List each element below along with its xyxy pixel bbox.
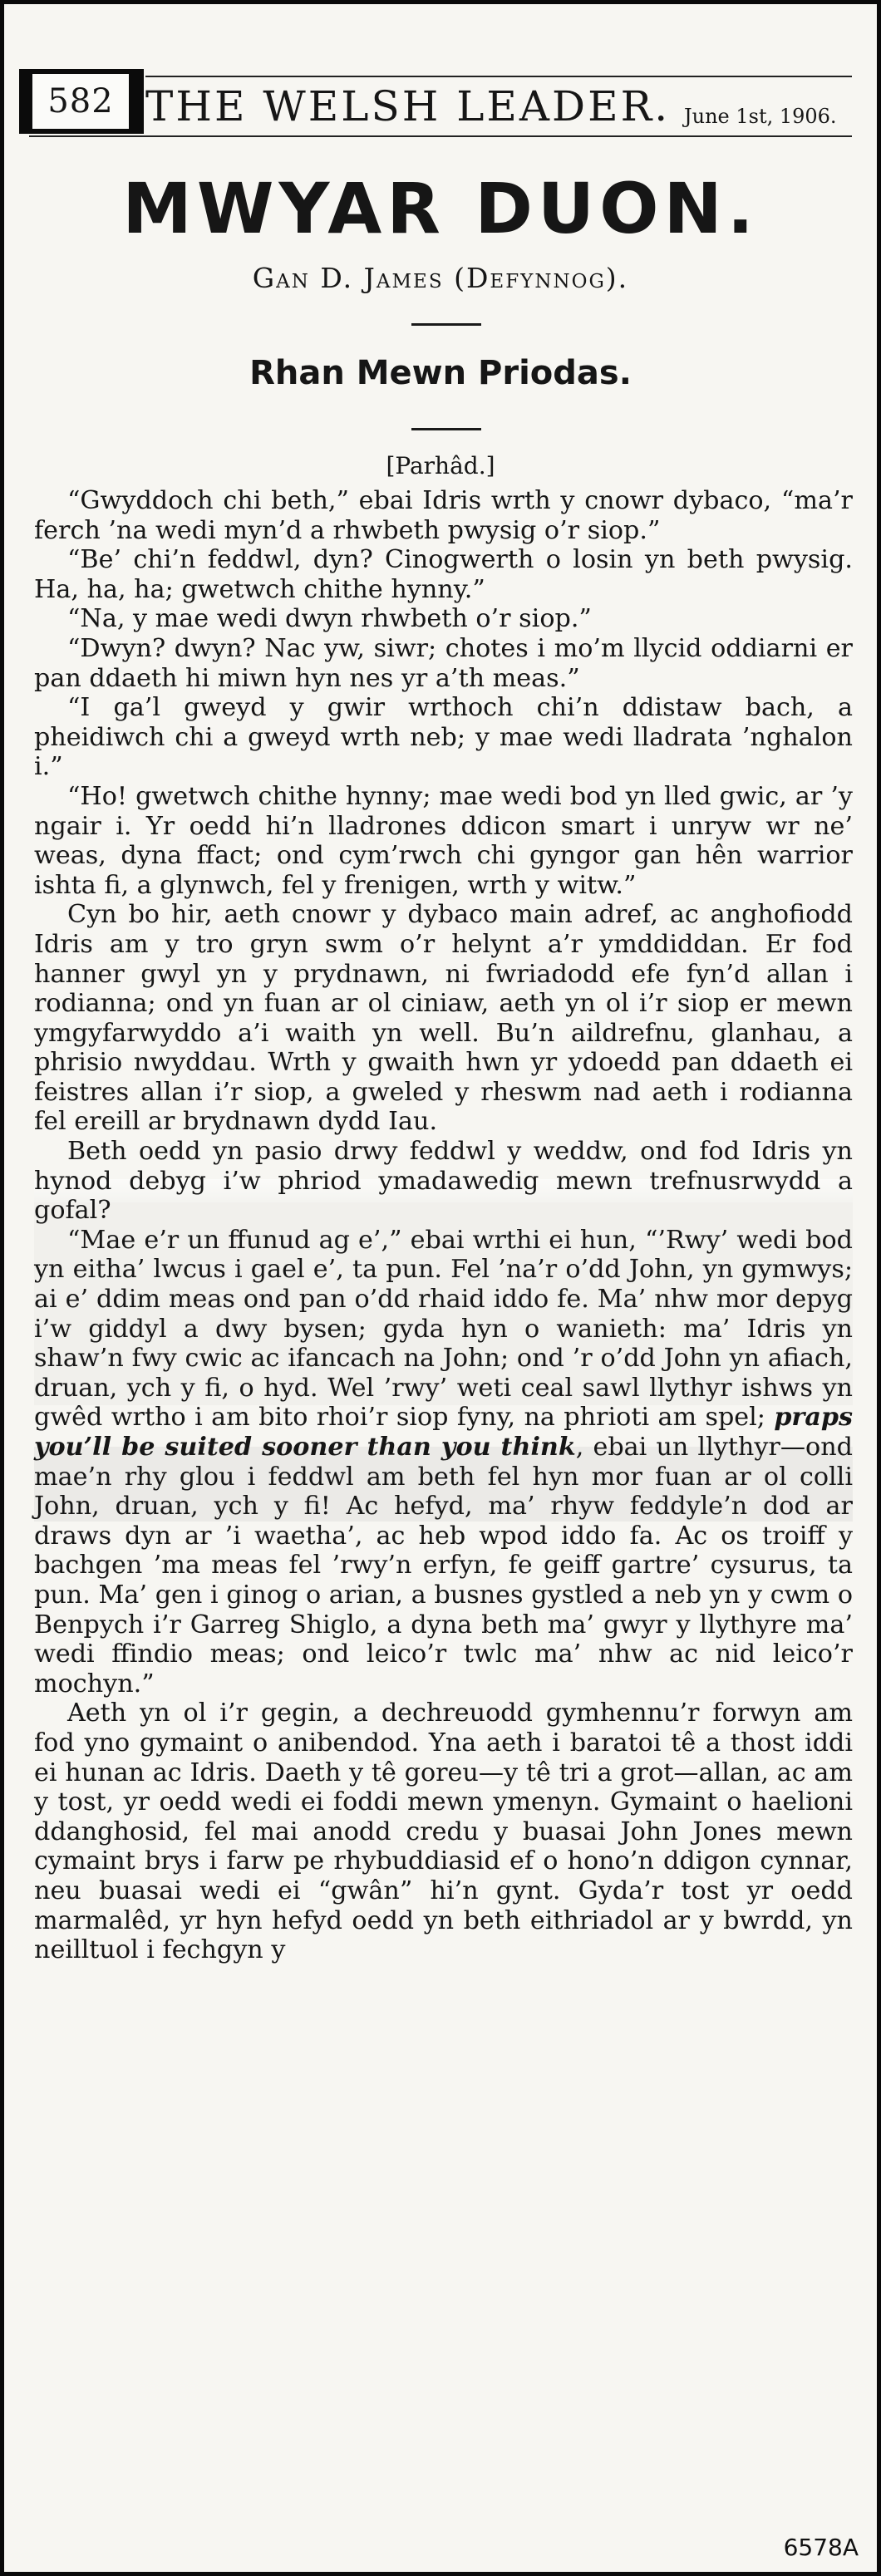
author-byline: Gan D. James (Defynnog). <box>252 262 629 294</box>
article-paragraph: “Be’ chi’n feddwl, dyn? Cinogwerth o losin yn beth pwysig. Ha, ha, ha; gwetwch chithe hynny.” <box>34 545 853 604</box>
article-paragraph: Beth oedd yn pasio drwy feddwl y weddw, ond fod Idris yn hynod debyg i’w phriod ymadawedig mewn trefnusrwydd a gofal? <box>34 1137 853 1226</box>
article-body <box>34 486 853 1965</box>
article-paragraph: “Mae e’r un ffunud ag e’,” ebai wrthi ei hun, “’Rwy’ wedi bod yn eitha’ lwcus i gael e’, ta pun. Fel ’na’r o’dd John, yn gymwys; ai e’ ddim meas ond pan o’dd rhaid iddo fe. Ma’ nhw mor depyg i’w giddyl a dwy bysen; gyda hyn o wanieth: ma’ Idris yn shaw’n fwy cwic ac ifancach na John; ond ’r o’dd John yn afiach, druan, ych y fi, o hyd. Wel ’rwy’ weti ceal sawl llythyr ishws yn gwêd wrtho i am bito rhoi’r siop fyny, na phrioti am spel; praps you’ll be suited sooner than you think, ebai un llythyr—ond mae’n rhy glou i feddwl am beth fel hyn mor fuan ar ol colli John, druan, ych y fi! Ac hefyd, ma’ rhyw feddyle’n dod ar draws dyn ar ’i waetha’, ac heb wpod iddo fa. Ac os troiff y bachgen ’ma meas fel ’rwy’n erfyn, fe geiff gartre’ cysurus, ta pun. Ma’ gen i ginog o arian, a busnes gystled a neb yn y cwm o Benpych i’r Garreg Shiglo, a dyna beth ma’ gwyr y llythyre ma’ wedi ffindio meas; ond leico’r twlc ma’ nhw ac nid leico’r mochyn.” <box>34 1225 853 1698</box>
issue-date: June 1st, 1906. <box>684 105 837 128</box>
article-paragraph: Aeth yn ol i’r gegin, a dechreuodd gymhennu’r forwyn am fod yno gymaint o anibendod. Yna aeth i baratoi tê a thost iddi ei hunan ac Idris. Daeth y tê goreu—y tê tri a grot—allan, ac am y tost, yr oedd wedi ei foddi mewn ymenyn. Gymaint o haelioni ddanghosid, fel mai anodd credu y buasai John Jones mewn cymaint brys i farw pe rhybuddiasid ef o hono’n ddigon cynnar, neu buasai wedi ei “gwân” hi’n gynt. Gyda’r tost yr oedd marmalêd, yr hyn hefyd oedd yn beth eithriadol ar y bwrdd, yn neilltuol i fechgyn y <box>34 1698 853 1965</box>
continued-label: [Parhâd.] <box>386 452 495 479</box>
story-title: MWYAR DUON. <box>122 168 759 249</box>
newspaper-title: THE WELSH LEADER. <box>145 82 671 130</box>
article-paragraph: “Ho! gwetwch chithe hynny; mae wedi bod yn lled gwic, ar ’y ngair i. Yr oedd hi’n lladrones ddicon smart i unryw wr ne’ weas, dyna ffact; ond cym’rwch chi gyngor gan hên warrior ishta fi, a glynwch, fel y frenigen, wrth y witw.” <box>34 781 853 900</box>
catalog-number: 6578A <box>783 2534 859 2561</box>
italic-quote: praps you’ll be suited sooner than you think <box>34 1403 853 1462</box>
article-paragraph: “Dwyn? dwyn? Nac yw, siwr; chotes i mo’m llycid oddiarni er pan ddaeth hi miwn hyn nes yr a’th meas.” <box>34 633 853 693</box>
top-margin <box>4 4 877 54</box>
article-paragraph: “I ga’l gweyd y gwir wrthoch chi’n ddistaw bach, a pheidiwch chi a gweyd wrth neb; y mae wedi lladrata ’nghalon i.” <box>34 693 853 782</box>
masthead-bottom-rule <box>29 135 852 137</box>
chapter-heading: Rhan Mewn Priodas. <box>249 354 632 392</box>
divider-rule <box>411 428 481 430</box>
article-paragraph: “Gwyddoch chi beth,” ebai Idris wrth y cnowr dybaco, “ma’r ferch ’na wedi myn’d a rhwbeth pwysig o’r siop.” <box>34 486 853 545</box>
page-number: 582 <box>32 74 129 129</box>
article-paragraph: “Na, y mae wedi dwyn rhwbeth o’r siop.” <box>67 604 592 634</box>
article-paragraph: Cyn bo hir, aeth cnowr y dybaco main adref, ac anghofiodd Idris am y tro gryn swm o’r helynt a’r ymddiddan. Er fod hanner gwyl yn y prydnawn, ni fwriadodd efe fyn’d allan i rodianna; ond yn fuan ar ol ciniaw, aeth yn ol i’r siop er mewn ymgyfarwyddo a’i waith yn well. Bu’n aildrefnu, glanhau, a phrisio nwyddau. Wrth y gwaith hwn yr ydoedd pan ddaeth ei feistres allan i’r siop, a gweled y rheswm nad aeth i rodianna fel ereill ar brydnawn dydd Iau. <box>34 900 853 1137</box>
divider-rule <box>411 323 481 326</box>
